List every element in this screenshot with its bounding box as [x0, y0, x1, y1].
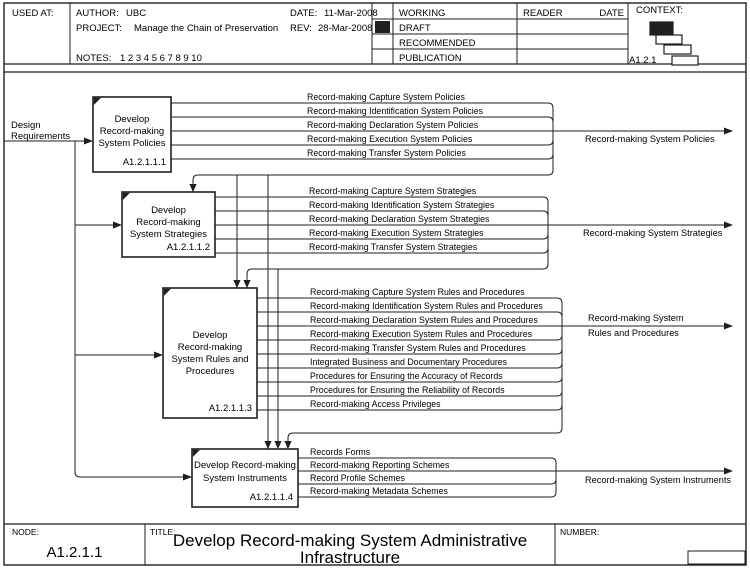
notes-value: 1 2 3 4 5 6 7 8 9 10 [120, 53, 202, 64]
activity-name: System Rules and [171, 354, 249, 365]
project-label: PROJECT: [76, 23, 122, 34]
arrowhead-right-icon [724, 323, 733, 330]
used-at-label: USED AT: [12, 8, 54, 19]
node-label: NODE: [12, 527, 39, 537]
output-label: Procedures for Ensuring the Reliability of Records [310, 385, 505, 395]
output-label: Record-making Execution System Policies [307, 134, 473, 144]
output-label: Records Forms [310, 447, 371, 457]
diagram-title: Infrastructure [299, 548, 401, 567]
arrowhead-right-icon [724, 222, 733, 229]
activity-name: System Instruments [203, 473, 287, 484]
activity-name: Develop [151, 205, 186, 216]
input-label: Design [11, 120, 41, 131]
date-label: DATE: [290, 8, 318, 19]
output-label: Record Profile Schemes [310, 473, 405, 483]
output-label: Record-making Transfer System Strategies [309, 242, 478, 252]
activity-code: A1.2.1.1.4 [249, 492, 293, 503]
arrowhead-right-icon [154, 352, 163, 359]
output-label: Record-making Execution System Rules and Procedures [310, 329, 532, 339]
activity-name: Record-making [99, 126, 165, 137]
context-label: CONTEXT: [636, 5, 683, 16]
output-label: Record-making Identification System Rules and Procedures [310, 301, 543, 311]
activity-name: Record-making [136, 217, 201, 228]
output-label: Record-making Capture System Policies [307, 92, 465, 102]
activity-name: System Strategies [129, 229, 208, 240]
arrowhead-down-icon [234, 280, 241, 288]
context-cascade-icon [664, 45, 691, 54]
active-status-marker [375, 21, 390, 33]
merged-output-label: Record-making System [588, 313, 684, 323]
activity-name: Develop [114, 114, 150, 125]
context-node-label: A1.2.1 [629, 55, 657, 66]
context-cascade-icon [672, 56, 698, 65]
arrowhead-right-icon [183, 474, 192, 481]
activity-name: Procedures [185, 366, 235, 377]
activity-name: Develop Record-making [194, 460, 296, 471]
activity-code: A1.2.1.1.1 [122, 157, 166, 168]
diagram-title: Develop Record-making System Administrative [172, 531, 528, 550]
output-label: Record-making Access Privileges [310, 399, 441, 409]
activity-name: System Policies [98, 138, 166, 149]
output-label: Record-making Metadata Schemes [310, 486, 448, 496]
title-label: TITLE: [150, 527, 176, 537]
output-label: Integrated Business and Documentary Procedures [310, 357, 508, 367]
node-value: A1.2.1.1 [46, 544, 103, 561]
rev-value: 28-Mar-2008 [318, 23, 373, 34]
output-label: Record-making Identification System Policies [307, 106, 484, 116]
arrowhead-down-icon [190, 184, 197, 192]
output-label: Record-making Reporting Schemes [310, 460, 450, 470]
status-row-recommended: RECOMMENDED [399, 38, 476, 49]
author-value: UBC [126, 8, 147, 19]
status-row-draft: DRAFT [399, 23, 431, 34]
output-label: Procedures for Ensuring the Accuracy of Records [310, 371, 503, 381]
activity-code: A1.2.1.1.3 [208, 403, 252, 414]
output-label: Record-making Declaration System Rules and Procedures [310, 315, 538, 325]
arrowhead-right-icon [724, 468, 733, 475]
arrowhead-down-icon [275, 441, 282, 449]
rev-label: REV: [290, 23, 312, 34]
output-label: Record-making Identification System Strategies [309, 200, 495, 210]
project-value: Manage the Chain of Preservation [134, 23, 279, 34]
output-label: Record-making Declaration System Policies [307, 120, 479, 130]
output-label: Record-making Transfer System Policies [307, 148, 466, 158]
activity-code: A1.2.1.1.2 [166, 242, 210, 253]
date-value: 11-Mar-2008 [324, 8, 378, 19]
merged-output-label: Record-making System Policies [585, 134, 715, 144]
status-row-working: WORKING [399, 8, 446, 19]
output-label: Record-making Transfer System Rules and Procedures [310, 343, 526, 353]
merged-output-label: Record-making System Strategies [583, 228, 723, 238]
activity-box-A1.2.1.1.3 [163, 288, 257, 418]
merged-output-label: Rules and Procedures [588, 328, 679, 338]
reader-date-label: DATE [599, 8, 624, 19]
arrowhead-down-icon [265, 441, 272, 449]
context-cascade-icon [650, 22, 673, 35]
number-box [688, 551, 745, 564]
status-row-publication: PUBLICATION [399, 53, 462, 64]
activity-name: Record-making [177, 342, 243, 353]
output-label: Record-making Capture System Strategies [309, 186, 477, 196]
arrowhead-right-icon [113, 222, 122, 229]
activity-name: Develop [192, 330, 228, 341]
arrowhead-down-icon [285, 441, 292, 449]
input-label: Requirements [11, 131, 71, 142]
notes-label: NOTES: [76, 53, 112, 64]
output-label: Record-making Declaration System Strategies [309, 214, 490, 224]
output-label: Record-making Capture System Rules and Procedures [310, 287, 525, 297]
output-label: Record-making Execution System Strategies [309, 228, 484, 238]
reader-label: READER [523, 8, 563, 19]
arrowhead-down-icon [244, 280, 251, 288]
arrowhead-right-icon [84, 138, 93, 145]
merged-output-label: Record-making System Instruments [585, 475, 732, 485]
number-label: NUMBER: [560, 527, 600, 537]
arrowhead-right-icon [724, 128, 733, 135]
context-cascade-icon [656, 35, 682, 44]
author-label: AUTHOR: [76, 8, 119, 19]
